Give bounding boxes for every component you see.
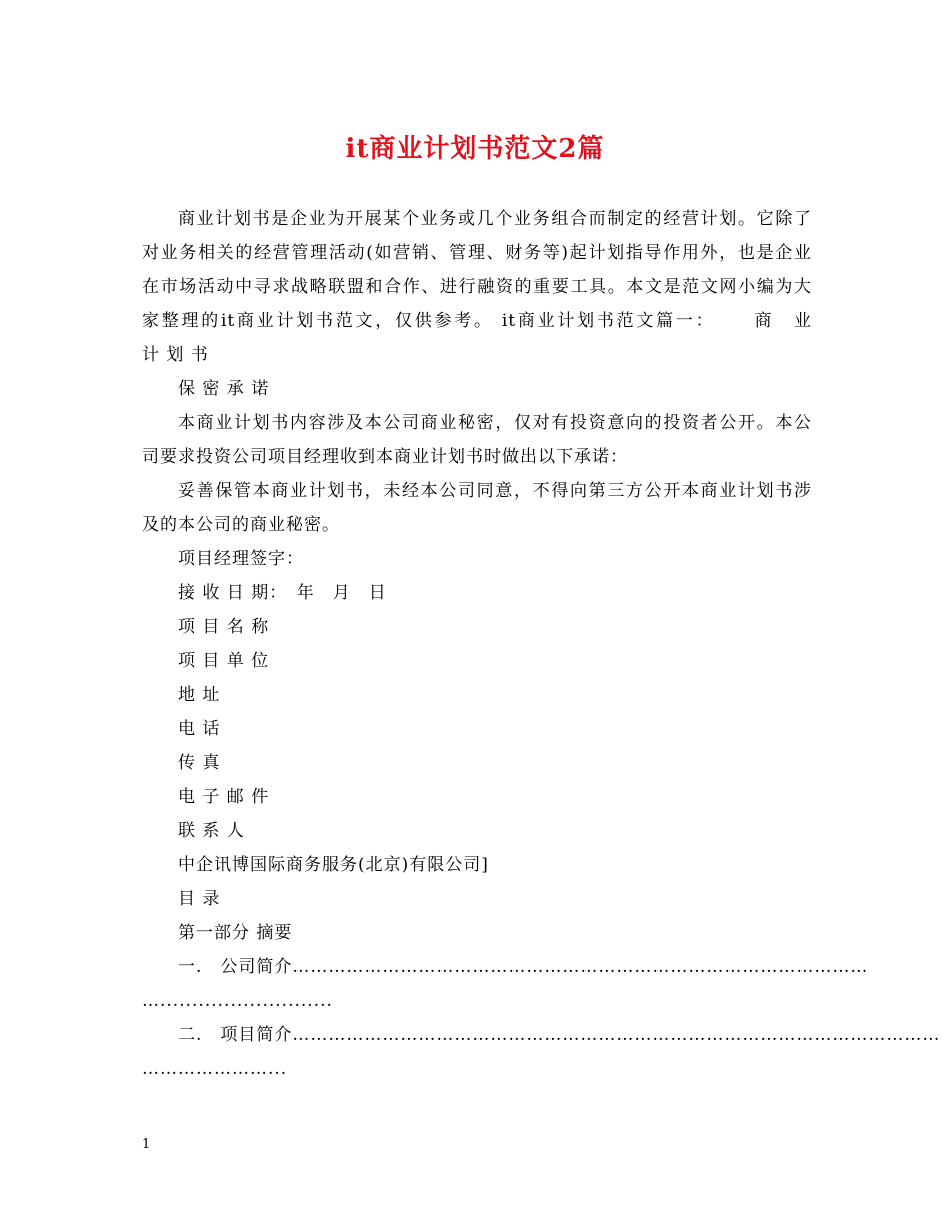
field-phone: 电 话 — [178, 719, 221, 739]
toc-entry-company-intro[interactable] — [178, 956, 869, 978]
page-number: 1 — [142, 1137, 151, 1152]
company-name: 中企讯博国际商务服务(北京)有限公司] — [178, 855, 489, 875]
field-email: 电 子 邮 件 — [178, 787, 270, 807]
intro-line-2: 对业务相关的经营管理活动(如营销、管理、财务等)起计划指导作用外，也是企业 — [142, 243, 812, 263]
confidential-line-1: 本商业计划书内容涉及本公司商业秘密，仅对有投资意向的投资者公开。本公 — [178, 413, 812, 433]
toc-entry-project-intro[interactable] — [178, 1024, 941, 1046]
field-receive-date: 接 收 日 期： 年 月 日 — [178, 583, 387, 603]
field-fax: 传 真 — [178, 753, 221, 773]
intro-line-1: 商业计划书是企业为开展某个业务或几个业务组合而制定的经营计划。它除了 — [178, 209, 812, 229]
intro-line-5: 计 划 书 — [142, 345, 209, 365]
intro-line-3: 在市场活动中寻求战略联盟和合作、进行融资的重要工具。本文是范文网小编为大 — [142, 277, 812, 297]
field-project-name: 项 目 名 称 — [178, 617, 270, 637]
toc-entry-label: 一. 公司简介 — [178, 957, 293, 977]
field-contact: 联 系 人 — [178, 821, 245, 841]
field-project-unit: 项 目 单 位 — [178, 651, 270, 671]
document-title: it商业计划书范文2篇 — [345, 134, 605, 164]
promise-line-1: 妥善保管本商业计划书，未经本公司同意，不得向第三方公开本商业计划书涉 — [178, 481, 812, 501]
toc-entry-project-intro-cont: …………………... — [142, 1059, 288, 1079]
field-manager-signature: 项目经理签字： — [178, 549, 304, 569]
confidential-line-2: 司要求投资公司项目经理收到本商业计划书时做出以下承诺： — [142, 447, 628, 467]
field-address: 地 址 — [178, 685, 221, 705]
intro-line-4: 家整理的it商业计划书范文，仅供参考。 it商业计划书范文篇一： 商 业 — [142, 311, 812, 331]
toc-part-one: 第一部分 摘要 — [178, 923, 293, 943]
toc-entry-company-intro-cont: …........................... — [142, 991, 333, 1011]
toc-leader-dots: ……………………………………………………………………………………………… — [292, 1025, 941, 1045]
promise-line-2: 及的本公司的商业秘密。 — [142, 515, 340, 535]
confidential-heading: 保 密 承 诺 — [178, 379, 270, 399]
toc-leader-dots: …………………………………………………………………………………… — [292, 957, 869, 977]
toc-heading: 目 录 — [178, 889, 221, 909]
toc-entry-label: 二. 项目简介 — [178, 1025, 293, 1045]
